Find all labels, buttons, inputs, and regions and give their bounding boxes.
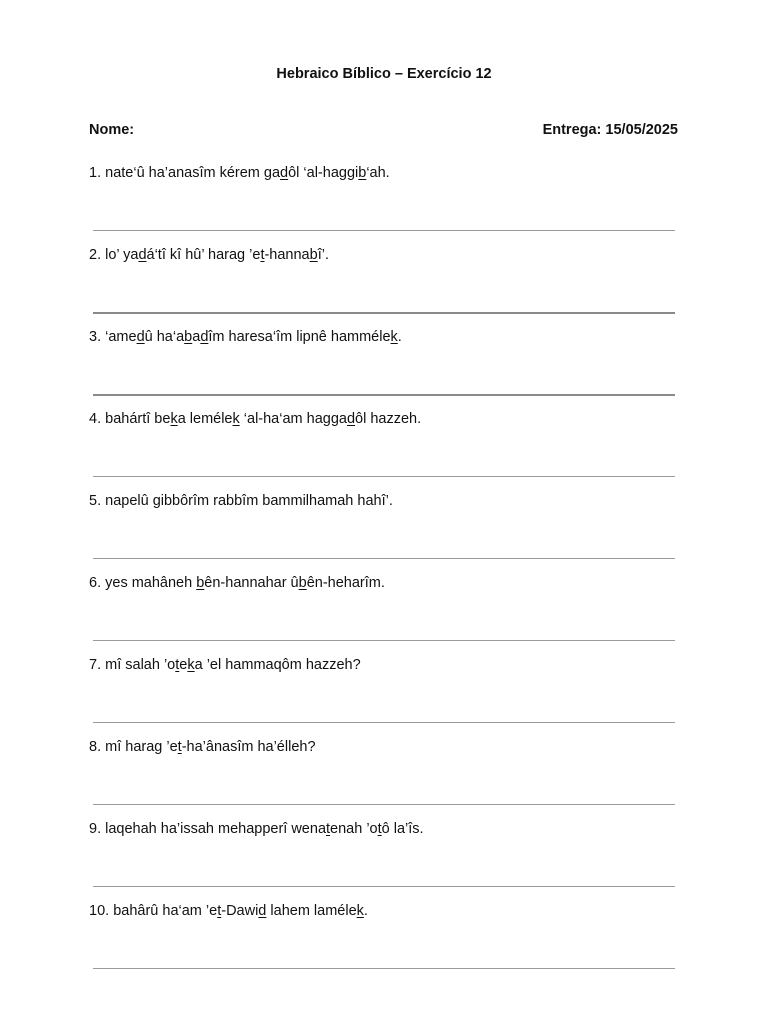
- exercise-sentence: [89, 164, 390, 182]
- sentence-fragment: lo’ ya: [105, 247, 139, 263]
- underlined-letter: d: [258, 903, 267, 919]
- sentence-fragment: î’.: [317, 247, 329, 263]
- exercise-text: [105, 329, 402, 345]
- exercise-text: [105, 165, 390, 181]
- answer-line[interactable]: [93, 394, 675, 396]
- answer-line[interactable]: [93, 230, 675, 231]
- underlined-letter: k: [390, 329, 398, 345]
- sentence-fragment: a leméle: [177, 411, 233, 427]
- answer-line[interactable]: [93, 476, 675, 477]
- sentence-fragment: a ’el hammaqôm hazzeh?: [194, 657, 361, 673]
- sentence-fragment: .: [397, 329, 402, 345]
- exercise-text: [105, 739, 315, 755]
- underlined-letter: t: [377, 821, 382, 837]
- sentence-fragment: á‘tî kî hû’ harag ’e: [146, 247, 261, 263]
- underlined-letter: b: [309, 247, 318, 263]
- page-title: Hebraico Bíblico – Exercício 12: [276, 66, 492, 82]
- exercise-item: [89, 410, 679, 492]
- exercise-item: [89, 656, 679, 738]
- sentence-fragment: laqehah ha’issah mehapperî wena: [105, 821, 327, 837]
- exercise-sentence: [89, 656, 361, 674]
- sentence-fragment: ‘ah.: [366, 165, 390, 181]
- exercise-sentence: [89, 410, 421, 428]
- sentence-fragment: enah ’o: [330, 821, 378, 837]
- answer-line[interactable]: [93, 804, 675, 805]
- exercise-sentence: [89, 328, 402, 346]
- exercise-number: 10.: [89, 903, 110, 919]
- sentence-fragment: ‘al-ha‘am hagga: [239, 411, 347, 427]
- exercise-text: [105, 247, 329, 263]
- sentence-fragment: e: [179, 657, 188, 673]
- exercise-text: [105, 575, 385, 591]
- underlined-letter: t: [177, 739, 182, 755]
- sentence-fragment: bahártî be: [105, 411, 171, 427]
- underlined-letter: b: [358, 165, 367, 181]
- name-label: Nome:: [89, 122, 135, 138]
- sentence-fragment: ên-hannahar û: [204, 575, 299, 591]
- sentence-fragment: ôl hazzeh.: [355, 411, 422, 427]
- sentence-fragment: û ha‘a: [144, 329, 185, 345]
- sentence-fragment: bahârû ha‘am ’e: [113, 903, 218, 919]
- sentence-fragment: -ha’ânasîm ha’élleh?: [181, 739, 316, 755]
- underlined-letter: b: [196, 575, 205, 591]
- exercise-number: 1.: [89, 165, 102, 181]
- exercise-text: [105, 493, 393, 509]
- sentence-fragment: îm haresa‘îm lipnê hamméle: [208, 329, 391, 345]
- exercise-item: [89, 492, 679, 574]
- answer-line[interactable]: [93, 558, 675, 559]
- exercise-sentence: [89, 738, 316, 756]
- exercise-sentence: [89, 246, 329, 264]
- exercise-item: [89, 164, 679, 246]
- sentence-fragment: .: [363, 903, 368, 919]
- underlined-letter: b: [184, 329, 193, 345]
- exercise-number: 8.: [89, 739, 102, 755]
- underlined-letter: t: [217, 903, 222, 919]
- underlined-letter: k: [187, 657, 195, 673]
- exercise-item: [89, 246, 679, 328]
- underlined-letter: t: [175, 657, 180, 673]
- answer-line[interactable]: [93, 722, 675, 723]
- answer-line[interactable]: [93, 968, 675, 969]
- underlined-letter: d: [138, 247, 147, 263]
- exercise-item: [89, 328, 679, 410]
- sentence-fragment: mî salah ’o: [105, 657, 176, 673]
- underlined-letter: d: [200, 329, 209, 345]
- sentence-fragment: ‘ame: [105, 329, 137, 345]
- exercise-number: 7.: [89, 657, 102, 673]
- sentence-fragment: lahem laméle: [266, 903, 357, 919]
- due-label: Entrega:: [542, 122, 602, 138]
- sentence-fragment: mî harag ’e: [105, 739, 178, 755]
- underlined-letter: k: [170, 411, 178, 427]
- exercise-text: [105, 411, 421, 427]
- exercise-number: 2.: [89, 247, 102, 263]
- sentence-fragment: yes mahâneh: [105, 575, 197, 591]
- exercise-sentence: [89, 902, 368, 920]
- sentence-fragment: -hanna: [264, 247, 310, 263]
- underlined-letter: t: [260, 247, 265, 263]
- underlined-letter: k: [232, 411, 240, 427]
- sentence-fragment: ô la’îs.: [381, 821, 424, 837]
- underlined-letter: d: [136, 329, 145, 345]
- exercise-number: 4.: [89, 411, 102, 427]
- due-date: [543, 122, 678, 138]
- answer-line[interactable]: [93, 640, 675, 641]
- exercise-item: [89, 902, 679, 984]
- due-date-value: 15/05/2025: [605, 122, 678, 138]
- underlined-letter: b: [298, 575, 307, 591]
- exercise-text: [105, 657, 361, 673]
- exercise-sentence: [89, 574, 385, 592]
- answer-line[interactable]: [93, 312, 675, 314]
- underlined-letter: d: [280, 165, 289, 181]
- answer-line[interactable]: [93, 886, 675, 887]
- underlined-letter: d: [346, 411, 356, 427]
- exercise-number: 3.: [89, 329, 102, 345]
- exercise-number: 5.: [89, 493, 102, 509]
- sentence-fragment: ên-heharîm.: [306, 575, 385, 591]
- sentence-fragment: ôl ‘al-haggi: [288, 165, 359, 181]
- exercise-sentence: [89, 492, 393, 510]
- exercise-item: [89, 574, 679, 656]
- exercise-item: [89, 738, 679, 820]
- exercise-text: [105, 821, 423, 837]
- exercise-text: [113, 903, 368, 919]
- exercise-sentence: [89, 820, 424, 838]
- underlined-letter: k: [356, 903, 364, 919]
- sentence-fragment: nate‘û ha’anasîm kérem ga: [105, 165, 281, 181]
- sentence-fragment: a: [192, 329, 201, 345]
- exercise-item: [89, 820, 679, 902]
- exercise-number: 9.: [89, 821, 102, 837]
- sentence-fragment: -Dawi: [221, 903, 259, 919]
- sentence-fragment: napelû gibbôrîm rabbîm bammilhamah hahî’.: [105, 493, 393, 509]
- exercise-number: 6.: [89, 575, 102, 591]
- underlined-letter: t: [326, 821, 331, 837]
